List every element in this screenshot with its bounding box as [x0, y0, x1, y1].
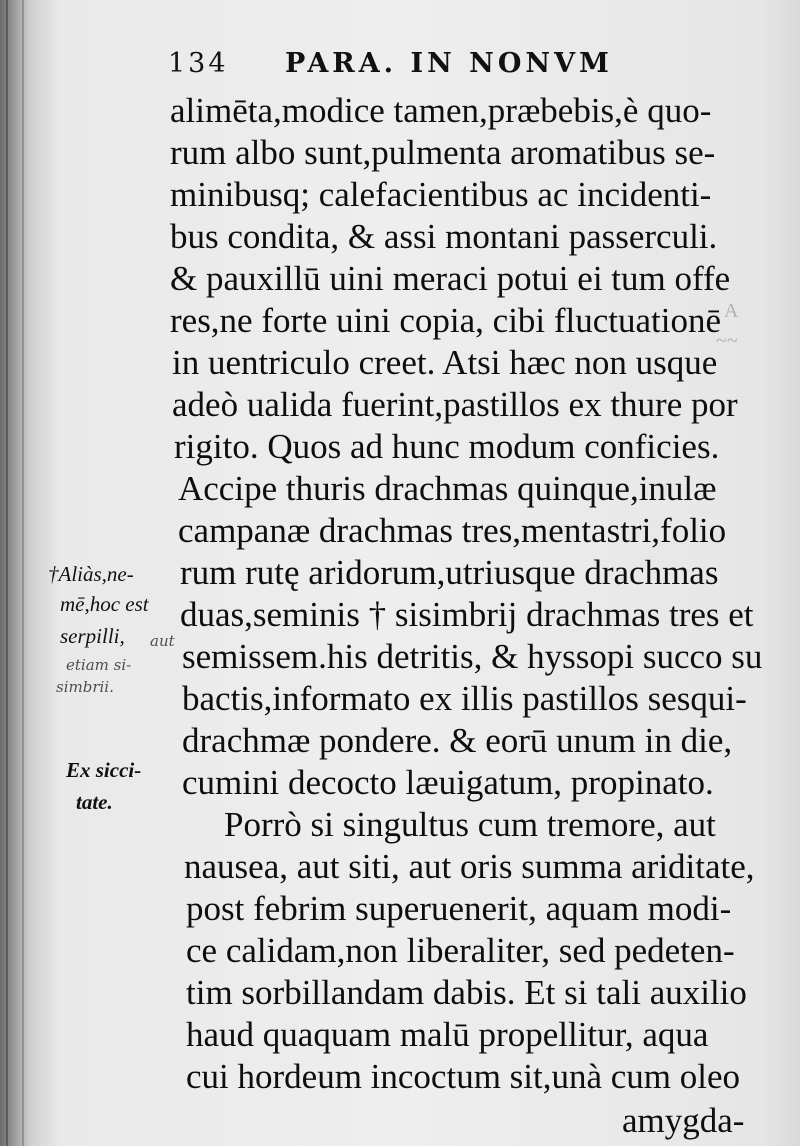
text-line: semissem.his detritis, & hyssopi succo su [182, 637, 763, 676]
text-line: bus condita, & assi montani passerculi. [170, 217, 718, 256]
text-line: post febrim superuenerit, aquam modi- [186, 889, 732, 928]
text-line: res,ne forte uini copia, cibi fluctuationē [170, 301, 722, 340]
text-line: & pauxillū uini meraci potui ei tum offe [170, 259, 731, 298]
text-line: duas,seminis † sisimbrij drachmas tres et [180, 595, 754, 634]
text-line: in uentriculo creet. Atsi hæc non usque [172, 343, 718, 382]
catchword: amygda- [622, 1101, 745, 1140]
text-line: minibusq; calefacientibus ac incidenti- [170, 175, 712, 214]
margin-note: serpilli, [60, 624, 125, 648]
bleed-through-mark: A [724, 300, 739, 322]
handwritten-annotation: etiam si- [66, 656, 132, 674]
running-header [168, 48, 628, 88]
text-line: Porrò si singultus cum tremore, aut [224, 805, 716, 844]
text-line: bactis,informato ex illis pastillos sesqui- [182, 679, 747, 718]
text-line: drachmæ pondere. & eorū unum in die, [182, 721, 733, 760]
text-line: rigito. Quos ad hunc modum conficies. [174, 427, 720, 466]
handwritten-annotation: aut [150, 632, 175, 650]
text-line: campanæ drachmas tres,mentastri,folio [178, 511, 727, 550]
text-line: rum rutę aridorum,utriusque drachmas [180, 553, 719, 592]
text-line: haud quaquam malū propellitur, aqua [186, 1015, 709, 1054]
text-line: cui hordeum incoctum sit,unà cum oleo [186, 1057, 741, 1096]
gutter-shadow [6, 0, 8, 1146]
text-line: cumini decocto læuigatum, propinato. [182, 763, 714, 802]
handwritten-annotation: simbrii. [56, 678, 114, 696]
text-line: nausea, aut siti, aut oris summa ariditate, [184, 847, 755, 886]
margin-note: tate. [76, 790, 113, 814]
page-number: 134 [168, 48, 229, 79]
text-line: rum albo sunt,pulmenta aromatibus se- [170, 133, 716, 172]
text-line: Accipe thuris drachmas quinque,inulæ [178, 469, 717, 508]
margin-note: †Aliàs,ne- [48, 562, 134, 586]
text-line: adeò ualida fuerint,pastillos ex thure por [172, 385, 738, 424]
text-line: tim sorbillandam dabis. Et si tali auxilio [186, 973, 747, 1012]
margin-note: Ex sicci- [66, 758, 142, 782]
bleed-through-mark: ~~ [716, 330, 738, 352]
margin-note: mē,hoc est [60, 592, 149, 616]
text-line: alimēta,modice tamen,præbebis,è quo- [170, 91, 712, 130]
running-title: PARA. IN NONVM [285, 48, 613, 79]
gutter-edge [22, 0, 24, 1146]
text-line: ce calidam,non liberaliter, sed pedeten- [186, 931, 735, 970]
